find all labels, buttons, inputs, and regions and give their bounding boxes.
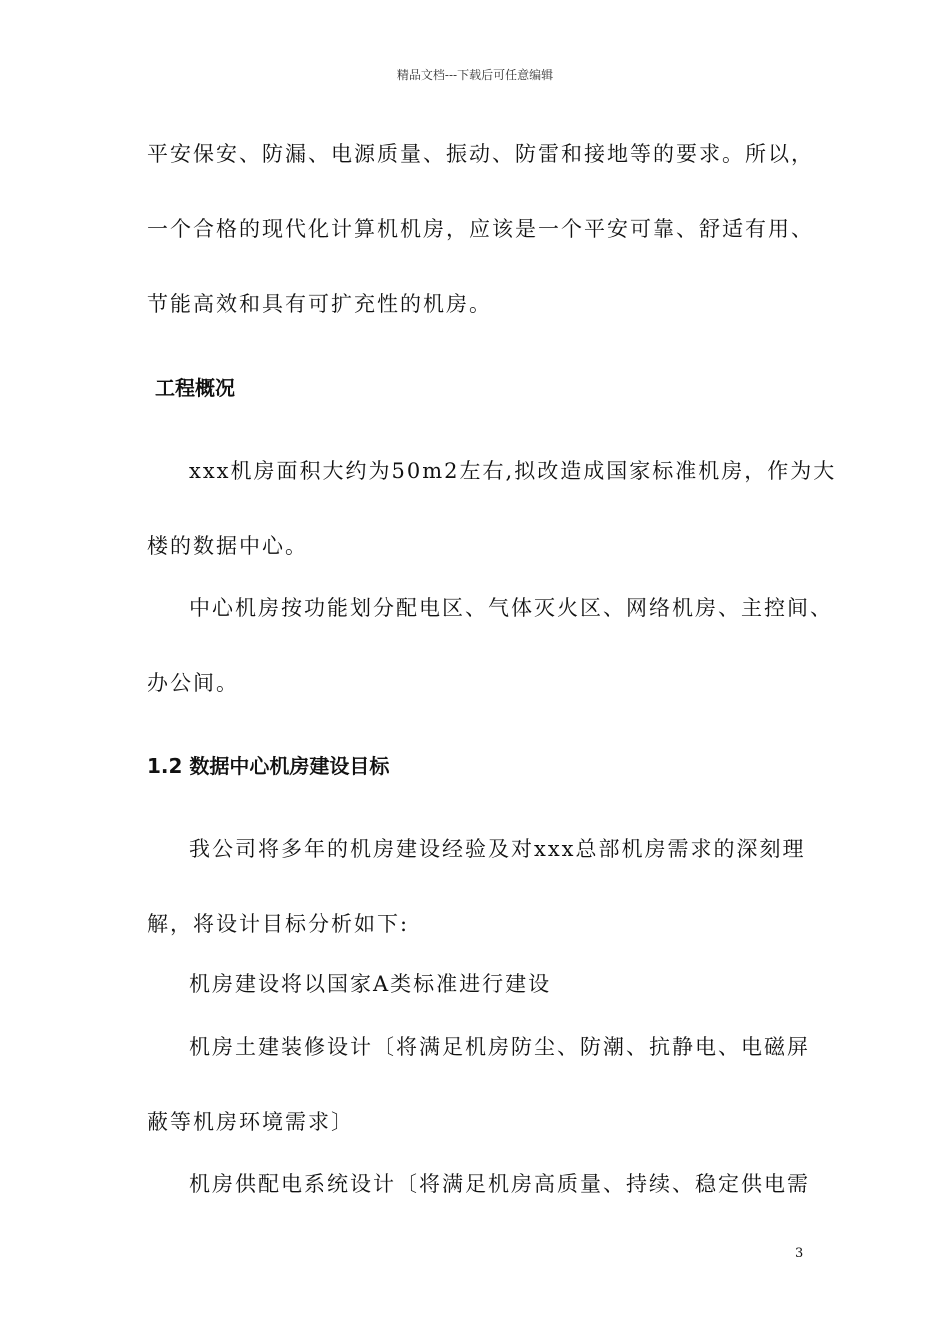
list-item: 机房供配电系统设计〔将满足机房高质量、持续、稳定供电需 [189,1172,810,1196]
list-item: 机房建设将以国家A类标准进行建设 [189,972,552,996]
paragraph-line: 一个合格的现代化计算机机房，应该是一个平安可靠、舒适有用、 [147,217,814,241]
paragraph-line: xxx机房面积大约为50m2左右,拟改造成国家标准机房，作为大 [189,459,837,483]
paragraph-line: 办公间。 [147,671,239,695]
page-header: 精品文档---下载后可任意编辑 [396,68,554,82]
paragraph-line: 解，将设计目标分析如下: [147,912,410,936]
paragraph-line: 楼的数据中心。 [147,534,308,558]
page-number: 3 [795,1246,804,1261]
section-heading-overview: 工程概况 [155,376,235,400]
paragraph-line: 平安保安、防漏、电源质量、振动、防雷和接地等的要求。所以， [147,142,814,166]
list-item-continuation: 蔽等机房环境需求〕 [147,1110,354,1134]
section-heading-goals: 1.2 数据中心机房建设目标 [147,754,390,778]
paragraph-line: 节能高效和具有可扩充性的机房。 [147,292,492,316]
list-item: 机房土建装修设计〔将满足机房防尘、防潮、抗静电、电磁屏 [189,1035,810,1059]
paragraph-line: 我公司将多年的机房建设经验及对xxx总部机房需求的深刻理 [189,837,806,861]
paragraph-line: 中心机房按功能划分配电区、气体灭火区、网络机房、主控间、 [189,596,833,620]
